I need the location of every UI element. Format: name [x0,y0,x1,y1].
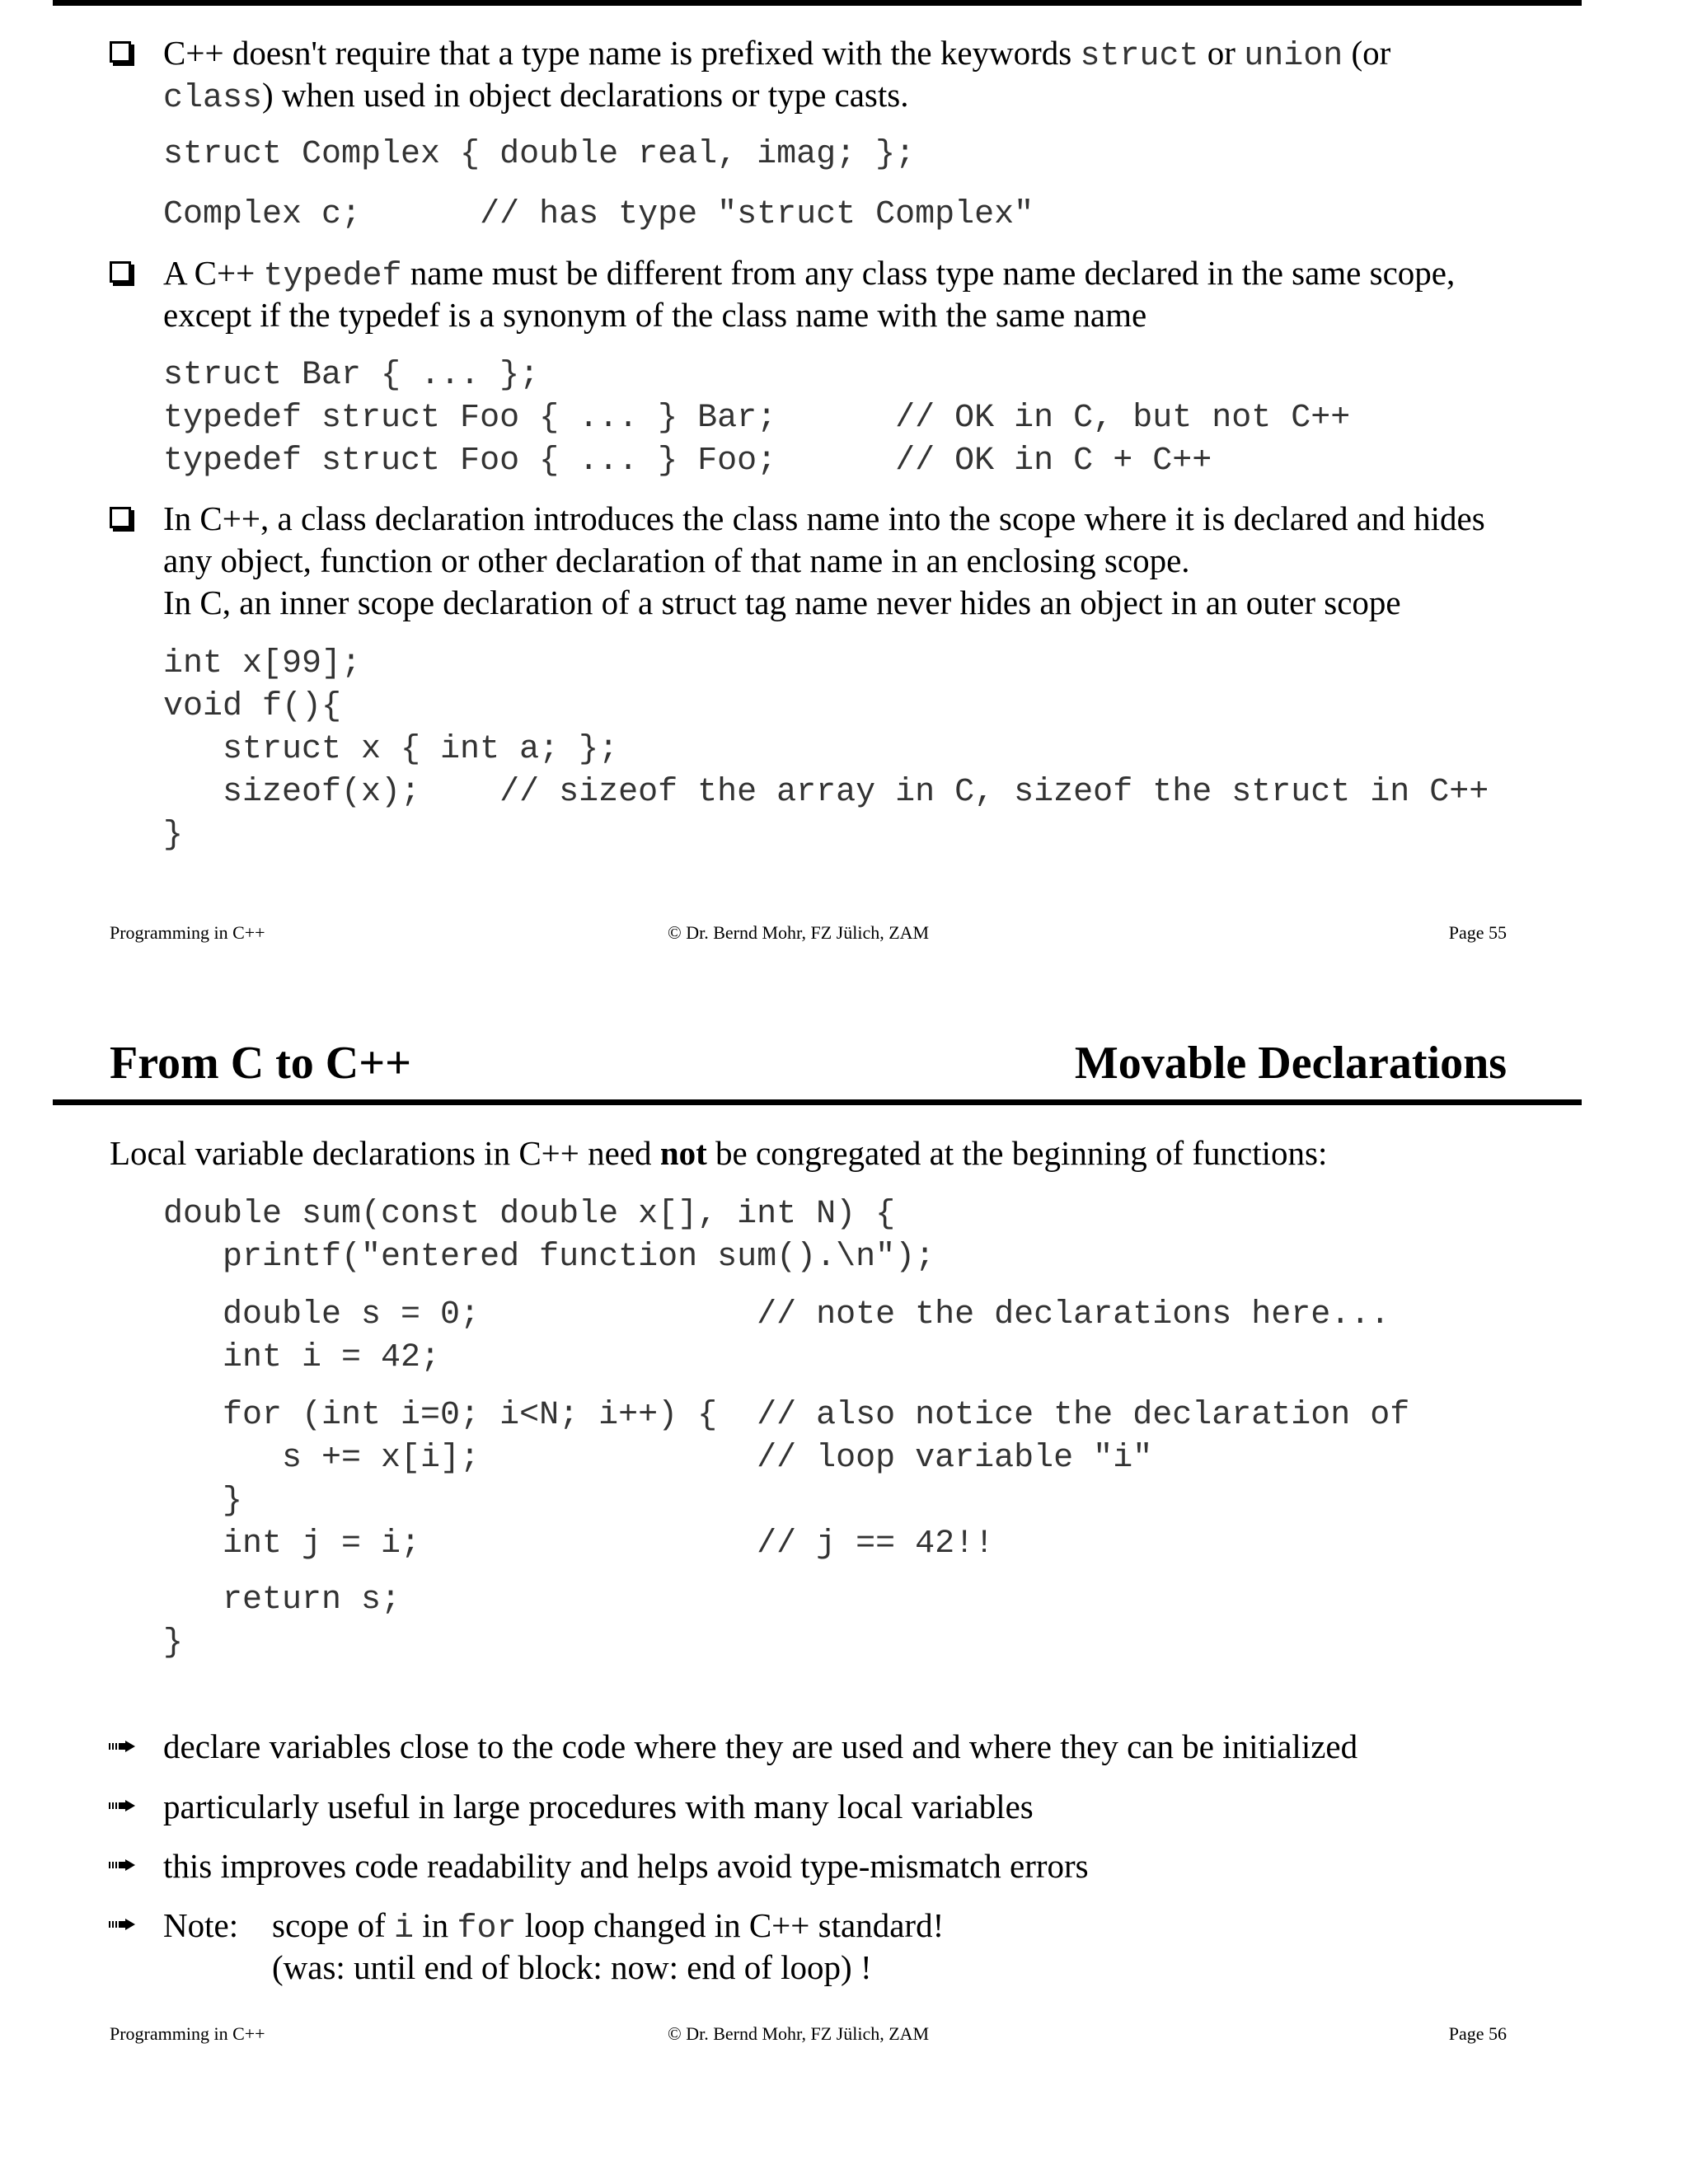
bullet-1: declare variables close to the code where they are used and where they can be initialized [163,1727,1358,1765]
item3-line3: In C, an inner scope declaration of a struct tag name never hides an object in an outer scope [163,583,1401,621]
arrow-bullet-icon [109,1859,135,1871]
code-complex-c: Complex c; // has type "struct Complex" [163,196,1034,233]
footer-center: © Dr. Bernd Mohr, FZ Jülich, ZAM [668,922,930,943]
note-line2: (was: until end of block: now: end of loop) ! [272,1948,872,1986]
footer-left: Programming in C++ [110,2023,265,2044]
text-fragment: or [1198,34,1245,72]
code-scope-example: int x[99]; void f(){ struct x { int a; }; sizeof(x); // sizeof the array in C, sizeof the struct in C++ } [163,645,1489,854]
text-fragment: ) when used in object declarations or type casts. [262,76,909,114]
item1-line1 [163,31,1390,78]
code-sum-header: double sum(const double x[], int N) { printf("entered function sum().\n"); [163,1196,935,1276]
code-typedef-example: struct Bar { ... }; typedef struct Foo { ... } Bar; // OK in C, but not C++ typedef struct Foo { ... } Foo; // OK in C + C++ [163,357,1351,480]
bullet-3: this improves code readability and helps avoid type-mismatch errors [163,1847,1089,1885]
text-fragment: in [414,1906,457,1944]
text-fragment: Local variable declarations in C++ need [110,1134,660,1172]
note-label: Note: [163,1906,239,1944]
text-fragment: loop changed in C++ standard! [516,1906,945,1944]
text-fragment: (or [1343,34,1391,72]
page-title-left: From C to C++ [110,1038,412,1089]
code-declarations: double s = 0; // note the declarations here... int i = 42; [223,1296,1390,1376]
footer-page-number: Page 55 [1448,922,1507,943]
checkbox-bullet-icon [110,507,131,528]
inline-code: class [163,80,263,117]
text-fragment: scope of [272,1906,395,1944]
text-fragment: C++ doesn't require that a type name is prefixed with the keywords [163,34,1081,72]
arrow-bullet-icon [109,1741,135,1752]
arrow-bullet-icon [109,1800,135,1811]
bold-text: not [659,1134,707,1172]
arrow-bullet-icon [109,1919,135,1930]
checkbox-bullet-icon [110,41,131,63]
inline-code: for [457,1910,517,1947]
intro-text [110,1132,1327,1174]
page-title-right: Movable Declarations [1074,1038,1507,1089]
code-struct-complex: struct Complex { double real, imag; }; [163,136,916,173]
checkbox-bullet-icon [110,261,131,283]
text-fragment: be congregated at the beginning of functions: [706,1134,1328,1172]
text-fragment: name must be different from any class type name declared in the same scope, [401,254,1456,292]
inline-code: struct [1080,38,1199,75]
footer-center: © Dr. Bernd Mohr, FZ Jülich, ZAM [668,2023,930,2044]
inline-code: i [394,1910,415,1947]
item2-line1 [163,251,1455,298]
title-rule [53,1099,1582,1105]
item3-line1: In C++, a class declaration introduces the class name into the scope where it is declared and hides [163,499,1485,537]
code-return: return s; } [163,1582,401,1661]
item2-line2: except if the typedef is a synonym of the class name with the same name [163,296,1147,334]
inline-code: union [1244,38,1343,75]
inline-code: typedef [263,258,402,295]
footer-page-number: Page 56 [1448,2023,1507,2044]
item1-line2 [163,73,908,120]
bullet-2: particularly useful in large procedures with many local variables [163,1788,1034,1825]
code-for-loop: for (int i=0; i<N; i++) { // also notice the declaration of s += x[i]; // loop variable "i" } int j = i; // j == 42!! [223,1397,1410,1563]
note-line1 [272,1904,944,1951]
footer-left: Programming in C++ [110,922,265,943]
text-fragment: A C++ [163,254,264,292]
item3-line2: any object, function or other declaration of that name in an enclosing scope. [163,541,1190,579]
top-rule [53,0,1582,6]
